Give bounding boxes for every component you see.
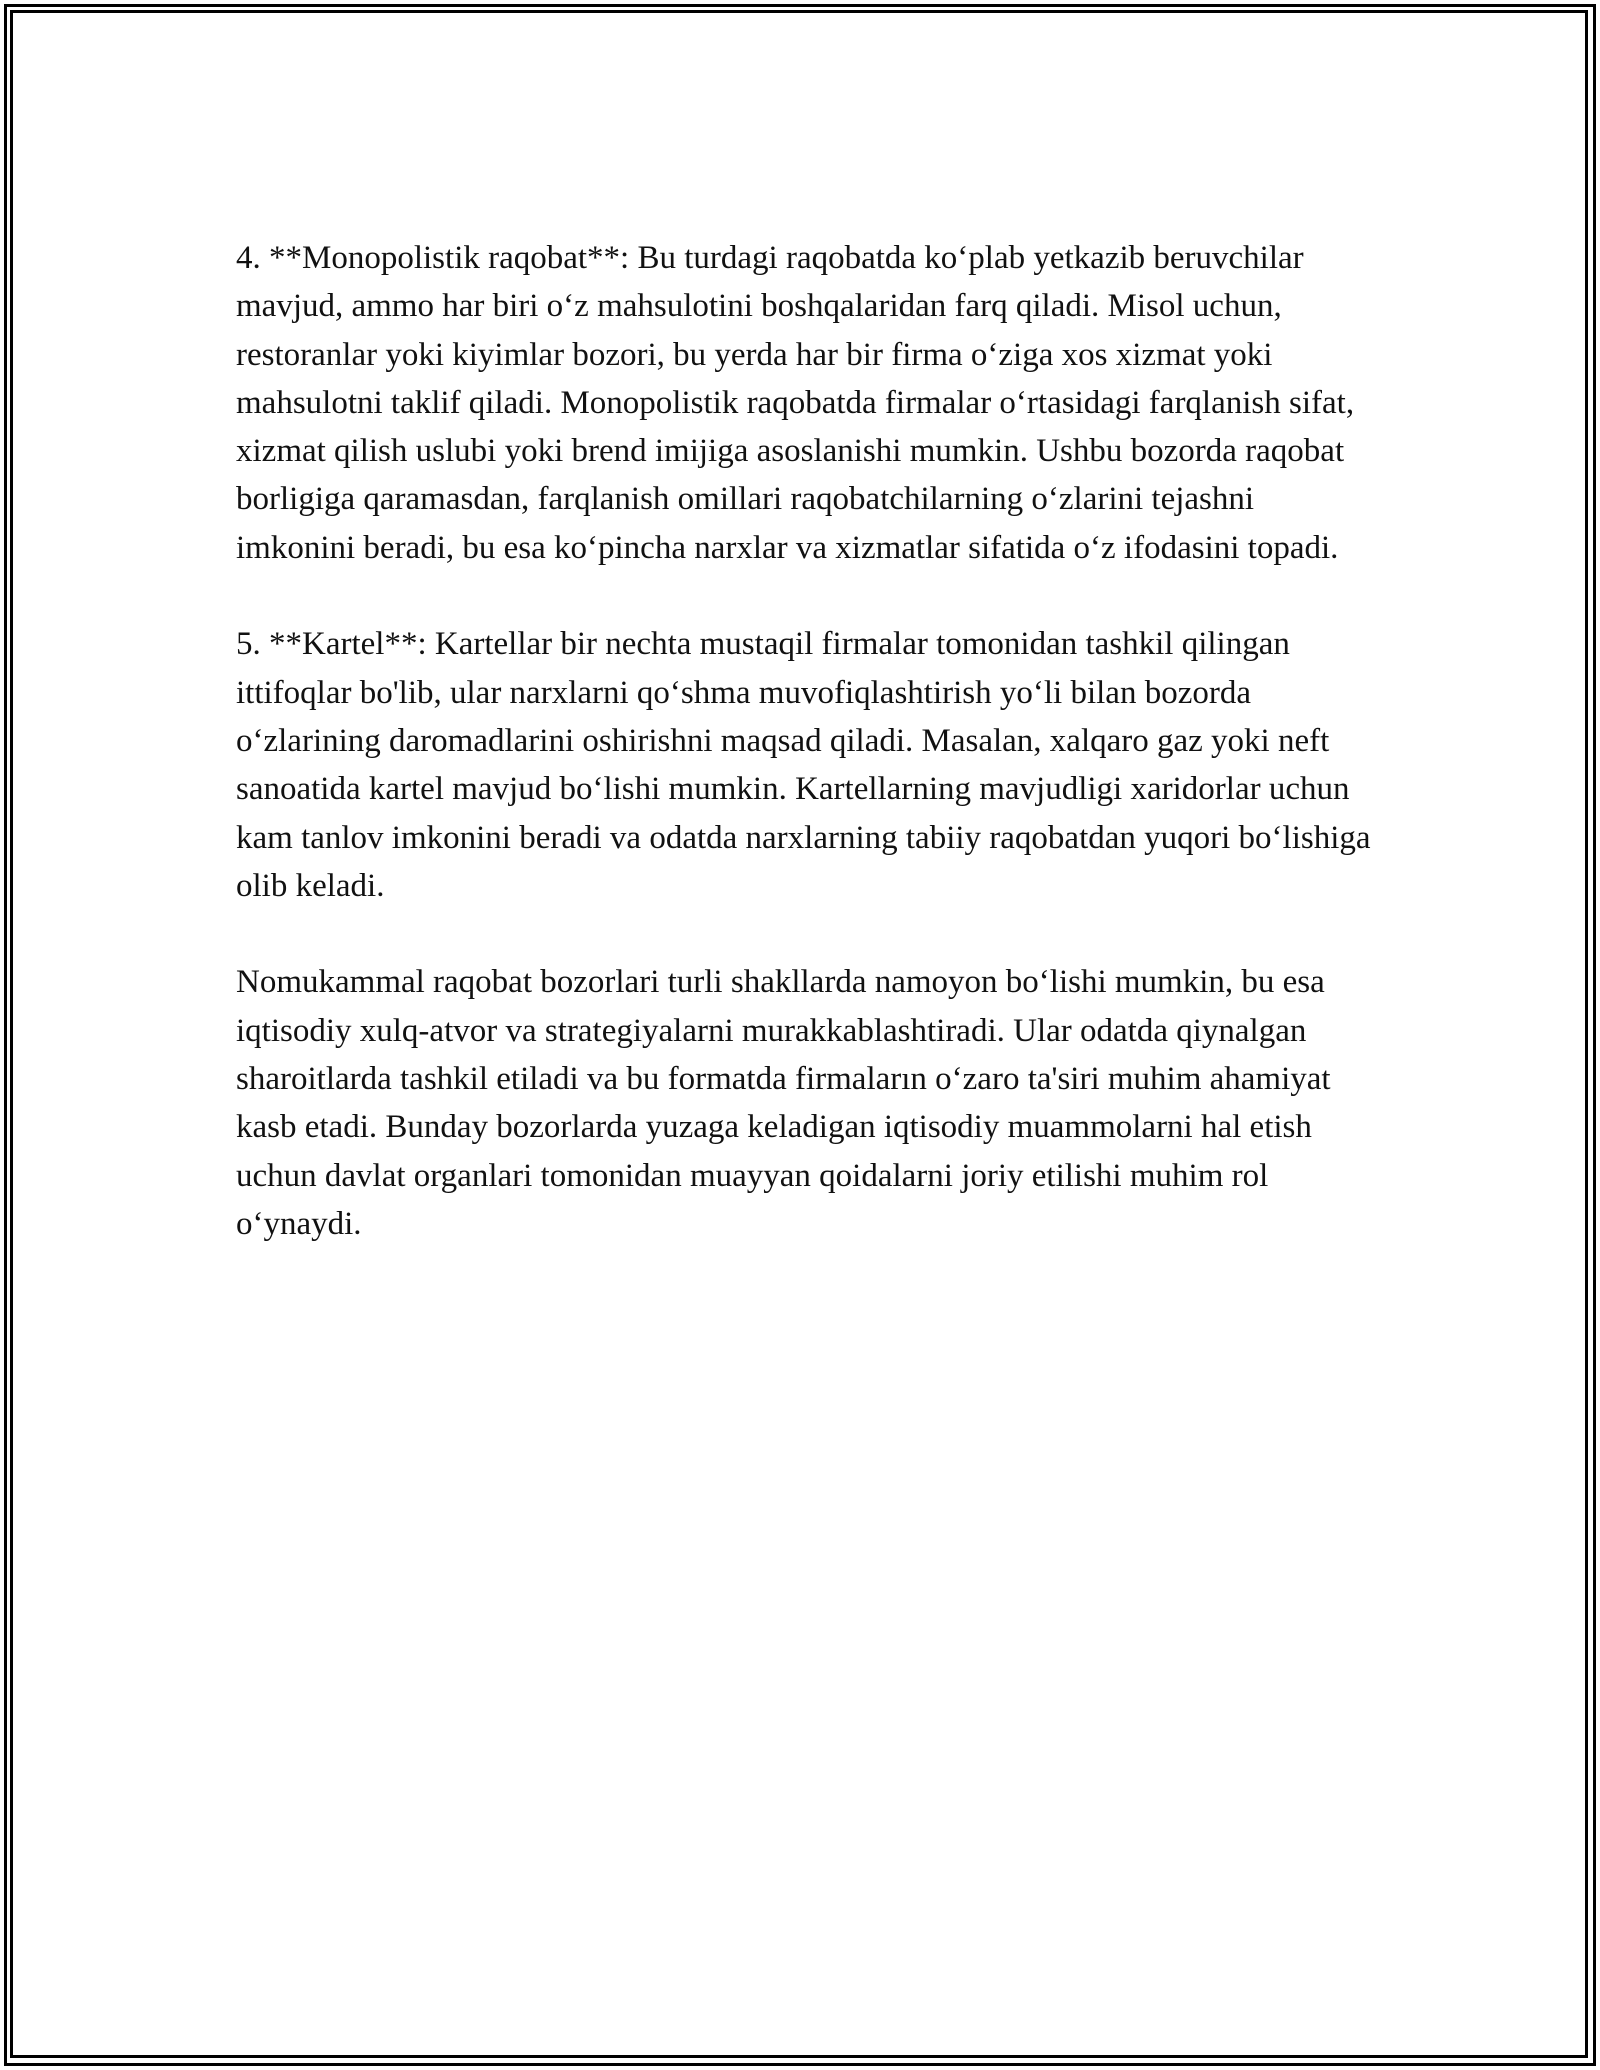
document-body xyxy=(236,234,1376,1297)
paragraph-monopolistic-competition: 4. **Monopolistik raqobat**: Bu turdagi raqobatda ko‘plab yetkazib beruvchilar mavjud, ammo har biri o‘z mahsulotini boshqalaridan farq qiladi. Misol uchun, restoranlar yoki kiyimlar bozori, bu yerda har bir firma o‘ziga xos xizmat yoki mahsulotni taklif qiladi. Monopolistik raqobatda firmalar o‘rtasidagi farqlanish sifat, xizmat qilish uslubi yoki brend imijiga asoslanishi mumkin. Ushbu bozorda raqobat borligiga qaramasdan, farqlanish omillari raqobatchilarning o‘zlarini tejashni imkonini beradi, bu esa ko‘pincha narxlar va xizmatlar sifatida o‘z ifodasini topadi. xyxy=(236,240,1355,566)
paragraph-cartel: 5. **Kartel**: Kartellar bir nechta mustaqil firmalar tomonidan tashkil qilingan ittifoqlar bo'lib, ular narxlarni qo‘shma muvofiqlashtirish yo‘li bilan bozorda o‘zlarining daromadlarini oshirishni maqsad qiladi. Masalan, xalqaro gaz yoki neft sanoatida kartel mavjud bo‘lishi mumkin. Kartellarning mavjudligi xaridorlar uchun kam tanlov imkonini beradi va odatda narxlarning tabiiy raqobatdan yuqori bo‘lishiga olib keladi. xyxy=(236,626,1371,904)
paragraph-conclusion: Nomukammal raqobat bozorlari turli shakllarda namoyon bo‘lishi mumkin, bu esa iqtisodiy xulq-atvor va strategiyalarni murakkablashtiradi. Ular odatda qiynalgan sharoitlarda tashkil etiladi va bu formatda firmaların o‘zaro ta'siri muhim ahamiyat kasb etadi. Bunday bozorlarda yuzaga keladigan iqtisodiy muammolarni hal etish uchun davlat organlari tomonidan muayyan qoidalarni joriy etilishi muhim rol o‘ynaydi. xyxy=(236,964,1331,1242)
